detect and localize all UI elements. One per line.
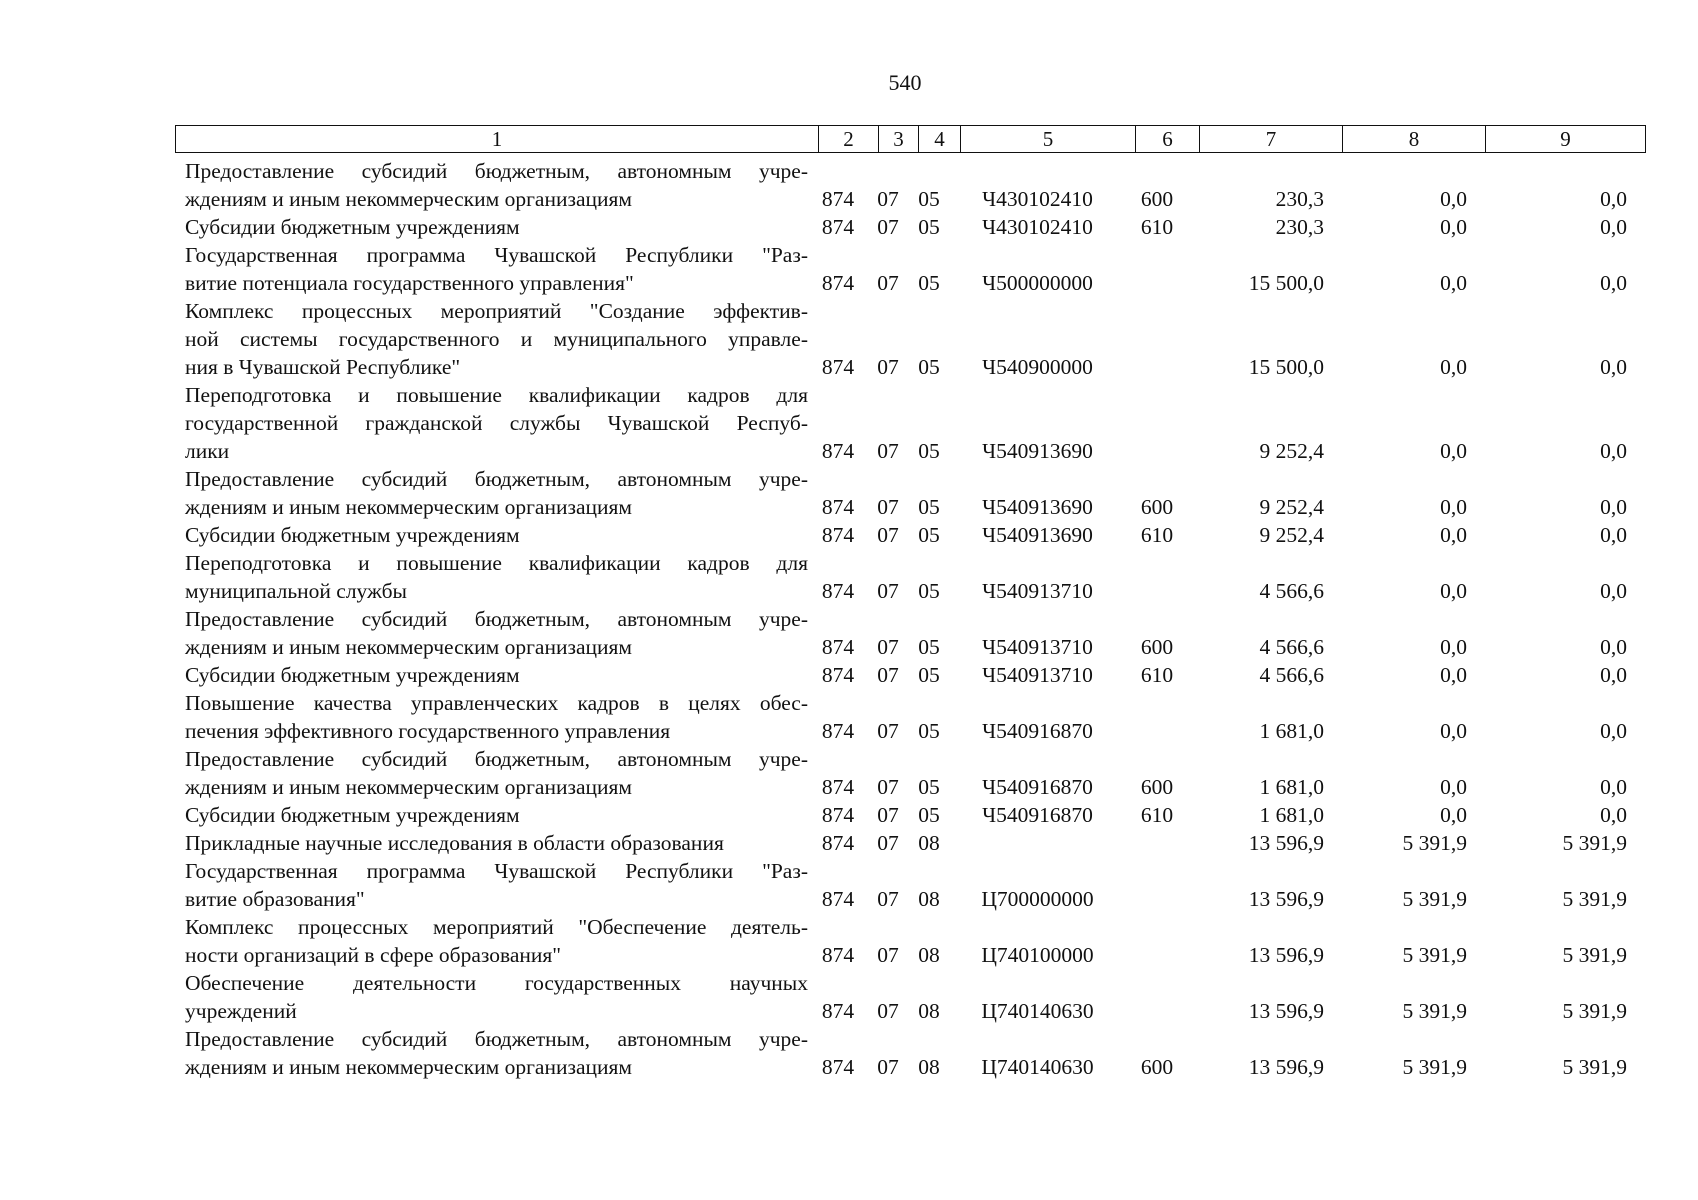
row-admin-code: 874 — [821, 579, 855, 603]
row-subsection: 08 — [918, 1055, 940, 1079]
row-description-line: Субсидии бюджетным учреждениям — [185, 663, 520, 687]
row-section: 07 — [877, 635, 899, 659]
row-target-article: Ч540913710 — [982, 579, 1093, 603]
row-amount-year-3: 0,0 — [1600, 719, 1627, 743]
row-description — [175, 241, 808, 297]
row-subsection: 05 — [918, 803, 940, 827]
row-amount-year-2: 0,0 — [1440, 803, 1467, 827]
row-description-line: ждениям и иным некоммерческим организациям — [185, 187, 633, 211]
row-admin-code: 874 — [821, 775, 855, 799]
row-amount-year-3: 0,0 — [1600, 663, 1627, 687]
row-amount-year-1: 1 681,0 — [1259, 775, 1324, 799]
row-amount-year-3: 0,0 — [1600, 355, 1627, 379]
row-section: 07 — [877, 187, 899, 211]
row-target-article: Ч540916870 — [982, 803, 1093, 827]
row-admin-code: 874 — [821, 803, 855, 827]
row-description-line: муниципальной службы — [185, 579, 407, 603]
row-description-line: Прикладные научные исследования в области образования — [185, 831, 724, 855]
row-admin-code: 874 — [821, 887, 855, 911]
row-admin-code: 874 — [821, 719, 855, 743]
row-section: 07 — [877, 355, 899, 379]
row-subsection: 05 — [918, 187, 940, 211]
table-row — [175, 661, 1645, 689]
row-amount-year-3: 0,0 — [1600, 579, 1627, 603]
row-amount-year-2: 0,0 — [1440, 271, 1467, 295]
row-amount-year-1: 13 596,9 — [1248, 943, 1324, 967]
table-body — [175, 157, 1645, 1081]
row-target-article: Ч540913710 — [982, 635, 1093, 659]
row-amount-year-2: 0,0 — [1440, 187, 1467, 211]
row-subsection: 05 — [918, 355, 940, 379]
row-amount-year-3: 5 391,9 — [1562, 943, 1627, 967]
row-amount-year-3: 0,0 — [1600, 439, 1627, 463]
row-description-line: Повышение качества управленческих кадров в целях обес- — [185, 691, 808, 715]
header-col-4: 4 — [919, 126, 961, 153]
row-description-line: Комплекс процессных мероприятий "Создание эффектив- — [185, 299, 808, 323]
row-amount-year-2: 0,0 — [1440, 355, 1467, 379]
row-admin-code: 874 — [821, 523, 855, 547]
row-description-line: ности организаций в сфере образования" — [185, 943, 562, 967]
row-admin-code: 874 — [821, 635, 855, 659]
row-description — [175, 745, 808, 801]
row-section: 07 — [877, 663, 899, 687]
row-amount-year-2: 0,0 — [1440, 635, 1467, 659]
row-section: 07 — [877, 1055, 899, 1079]
row-description — [175, 157, 808, 213]
row-admin-code: 874 — [821, 831, 855, 855]
row-section: 07 — [877, 775, 899, 799]
row-amount-year-1: 13 596,9 — [1248, 999, 1324, 1023]
row-amount-year-3: 5 391,9 — [1562, 831, 1627, 855]
row-admin-code: 874 — [821, 495, 855, 519]
row-description — [175, 465, 808, 521]
row-subsection: 05 — [918, 215, 940, 239]
row-amount-year-3: 0,0 — [1600, 635, 1627, 659]
row-description — [175, 297, 808, 381]
row-amount-year-2: 0,0 — [1440, 439, 1467, 463]
row-amount-year-1: 9 252,4 — [1259, 523, 1324, 547]
row-amount-year-2: 5 391,9 — [1402, 1055, 1467, 1079]
row-subsection: 05 — [918, 495, 940, 519]
row-target-article: Ч540916870 — [982, 719, 1093, 743]
row-target-article: Ч540913710 — [982, 663, 1093, 687]
row-target-article: Ч430102410 — [982, 187, 1093, 211]
row-amount-year-3: 0,0 — [1600, 215, 1627, 239]
row-amount-year-2: 5 391,9 — [1402, 831, 1467, 855]
row-admin-code: 874 — [821, 355, 855, 379]
row-section: 07 — [877, 495, 899, 519]
row-description — [175, 381, 808, 465]
row-expense-type: 600 — [1140, 1055, 1174, 1079]
row-amount-year-3: 0,0 — [1600, 803, 1627, 827]
row-expense-type: 610 — [1140, 523, 1174, 547]
row-subsection: 05 — [918, 271, 940, 295]
row-amount-year-2: 0,0 — [1440, 579, 1467, 603]
table-row — [175, 521, 1645, 549]
row-description — [175, 969, 808, 1025]
column-header-table — [175, 125, 1646, 153]
row-description-line: Государственная программа Чувашской Республики "Раз- — [185, 243, 808, 267]
row-amount-year-2: 0,0 — [1440, 719, 1467, 743]
row-target-article: Ц740140630 — [981, 1055, 1094, 1079]
row-amount-year-1: 15 500,0 — [1248, 271, 1324, 295]
table-row — [175, 241, 1645, 297]
row-subsection: 08 — [918, 999, 940, 1023]
row-description-line: учреждений — [185, 999, 297, 1023]
table-row — [175, 829, 1645, 857]
table-row — [175, 465, 1645, 521]
header-col-6: 6 — [1136, 126, 1200, 153]
row-amount-year-1: 1 681,0 — [1259, 803, 1324, 827]
header-col-1: 1 — [176, 126, 819, 153]
row-amount-year-1: 1 681,0 — [1259, 719, 1324, 743]
row-description-line: Предоставление субсидий бюджетным, автономным учре- — [185, 467, 808, 491]
row-amount-year-3: 0,0 — [1600, 187, 1627, 211]
header-col-3: 3 — [879, 126, 919, 153]
row-description — [175, 1025, 808, 1081]
row-description-line: Предоставление субсидий бюджетным, автономным учре- — [185, 747, 808, 771]
row-section: 07 — [877, 523, 899, 547]
row-admin-code: 874 — [821, 663, 855, 687]
row-subsection: 08 — [918, 943, 940, 967]
row-section: 07 — [877, 943, 899, 967]
row-section: 07 — [877, 999, 899, 1023]
header-col-5: 5 — [961, 126, 1136, 153]
row-admin-code: 874 — [821, 1055, 855, 1079]
row-description-line: Переподготовка и повышение квалификации кадров для — [185, 551, 808, 575]
row-description — [175, 829, 808, 857]
row-description — [175, 605, 808, 661]
row-expense-type: 610 — [1140, 803, 1174, 827]
row-amount-year-3: 0,0 — [1600, 775, 1627, 799]
row-target-article: Ч540900000 — [982, 355, 1093, 379]
row-description — [175, 661, 808, 689]
row-amount-year-1: 13 596,9 — [1248, 831, 1324, 855]
row-subsection: 05 — [918, 579, 940, 603]
table-row — [175, 801, 1645, 829]
row-admin-code: 874 — [821, 999, 855, 1023]
row-admin-code: 874 — [821, 943, 855, 967]
row-amount-year-1: 9 252,4 — [1259, 439, 1324, 463]
row-expense-type: 610 — [1140, 663, 1174, 687]
row-amount-year-3: 0,0 — [1600, 495, 1627, 519]
row-description-line: Переподготовка и повышение квалификации кадров для — [185, 383, 808, 407]
table-row — [175, 549, 1645, 605]
row-target-article: Ч430102410 — [982, 215, 1093, 239]
table-row — [175, 857, 1645, 913]
row-amount-year-2: 5 391,9 — [1402, 999, 1467, 1023]
row-subsection: 08 — [918, 831, 940, 855]
row-section: 07 — [877, 439, 899, 463]
row-description-line: ной системы государственного и муниципального управле- — [185, 327, 808, 351]
header-col-9: 9 — [1486, 126, 1646, 153]
row-description-line: Субсидии бюджетным учреждениям — [185, 215, 520, 239]
row-description — [175, 801, 808, 829]
row-amount-year-2: 5 391,9 — [1402, 943, 1467, 967]
table-row — [175, 157, 1645, 213]
row-amount-year-1: 4 566,6 — [1259, 635, 1324, 659]
row-description — [175, 857, 808, 913]
row-expense-type: 600 — [1140, 775, 1174, 799]
table-row — [175, 381, 1645, 465]
row-target-article: Ч540913690 — [982, 439, 1093, 463]
row-description — [175, 913, 808, 969]
row-admin-code: 874 — [821, 271, 855, 295]
row-subsection: 05 — [918, 719, 940, 743]
row-section: 07 — [877, 579, 899, 603]
row-amount-year-1: 13 596,9 — [1248, 1055, 1324, 1079]
row-amount-year-3: 5 391,9 — [1562, 1055, 1627, 1079]
row-admin-code: 874 — [821, 215, 855, 239]
row-admin-code: 874 — [821, 439, 855, 463]
row-amount-year-1: 13 596,9 — [1248, 887, 1324, 911]
header-col-2: 2 — [819, 126, 879, 153]
row-subsection: 05 — [918, 439, 940, 463]
row-expense-type: 600 — [1140, 635, 1174, 659]
header-col-8: 8 — [1343, 126, 1486, 153]
row-amount-year-3: 5 391,9 — [1562, 999, 1627, 1023]
row-subsection: 05 — [918, 523, 940, 547]
table-row — [175, 689, 1645, 745]
row-amount-year-1: 230,3 — [1275, 187, 1324, 211]
row-description-line: Комплекс процессных мероприятий "Обеспечение деятель- — [185, 915, 808, 939]
row-amount-year-2: 0,0 — [1440, 215, 1467, 239]
row-target-article: Ч500000000 — [982, 271, 1093, 295]
row-amount-year-2: 0,0 — [1440, 663, 1467, 687]
table-row — [175, 969, 1645, 1025]
row-section: 07 — [877, 719, 899, 743]
table-row — [175, 913, 1645, 969]
row-description-line: печения эффективного государственного управления — [185, 719, 671, 743]
row-description-line: Предоставление субсидий бюджетным, автономным учре- — [185, 159, 808, 183]
row-description-line: Субсидии бюджетным учреждениям — [185, 803, 520, 827]
row-amount-year-3: 0,0 — [1600, 523, 1627, 547]
row-description-line: витие образования" — [185, 887, 365, 911]
row-section: 07 — [877, 803, 899, 827]
row-description-line: Субсидии бюджетным учреждениям — [185, 523, 520, 547]
row-description — [175, 549, 808, 605]
row-subsection: 05 — [918, 775, 940, 799]
page-number: 540 — [888, 70, 922, 95]
row-description — [175, 689, 808, 745]
row-amount-year-2: 0,0 — [1440, 775, 1467, 799]
row-section: 07 — [877, 271, 899, 295]
row-description-line: ждениям и иным некоммерческим организациям — [185, 775, 633, 799]
row-section: 07 — [877, 887, 899, 911]
row-section: 07 — [877, 831, 899, 855]
row-admin-code: 874 — [821, 187, 855, 211]
row-description-line: Предоставление субсидий бюджетным, автономным учре- — [185, 1027, 808, 1051]
row-description-line: ждениям и иным некоммерческим организациям — [185, 1055, 633, 1079]
row-expense-type: 610 — [1140, 215, 1174, 239]
row-description-line: Государственная программа Чувашской Республики "Раз- — [185, 859, 808, 883]
table-row — [175, 605, 1645, 661]
row-description-line: государственной гражданской службы Чувашской Респуб- — [185, 411, 808, 435]
table-row — [175, 1025, 1645, 1081]
header-row — [176, 126, 1646, 153]
row-subsection: 05 — [918, 635, 940, 659]
table-row — [175, 745, 1645, 801]
row-description-line: ния в Чувашской Республике" — [185, 355, 461, 379]
row-target-article: Ч540913690 — [982, 523, 1093, 547]
table-row — [175, 213, 1645, 241]
row-description-line: ждениям и иным некоммерческим организациям — [185, 635, 633, 659]
row-description-line: витие потенциала государственного управления" — [185, 271, 634, 295]
row-description-line: ждениям и иным некоммерческим организациям — [185, 495, 633, 519]
row-amount-year-3: 0,0 — [1600, 271, 1627, 295]
row-amount-year-1: 4 566,6 — [1259, 579, 1324, 603]
row-amount-year-1: 9 252,4 — [1259, 495, 1324, 519]
row-amount-year-1: 15 500,0 — [1248, 355, 1324, 379]
row-expense-type: 600 — [1140, 187, 1174, 211]
row-target-article: Ц740100000 — [981, 943, 1094, 967]
table-row — [175, 297, 1645, 381]
row-subsection: 08 — [918, 887, 940, 911]
header-col-7: 7 — [1200, 126, 1343, 153]
row-amount-year-2: 0,0 — [1440, 523, 1467, 547]
row-section: 07 — [877, 215, 899, 239]
row-target-article: Ц700000000 — [981, 887, 1094, 911]
row-amount-year-2: 0,0 — [1440, 495, 1467, 519]
row-description-line: Предоставление субсидий бюджетным, автономным учре- — [185, 607, 808, 631]
row-amount-year-3: 5 391,9 — [1562, 887, 1627, 911]
row-description-line: Обеспечение деятельности государственных научных — [185, 971, 808, 995]
row-amount-year-1: 4 566,6 — [1259, 663, 1324, 687]
row-target-article: Ц740140630 — [981, 999, 1094, 1023]
row-description-line: лики — [185, 439, 230, 463]
row-description — [175, 213, 808, 241]
row-target-article: Ч540916870 — [982, 775, 1093, 799]
row-amount-year-2: 5 391,9 — [1402, 887, 1467, 911]
row-description — [175, 521, 808, 549]
row-subsection: 05 — [918, 663, 940, 687]
row-amount-year-1: 230,3 — [1275, 215, 1324, 239]
row-expense-type: 600 — [1140, 495, 1174, 519]
row-target-article: Ч540913690 — [982, 495, 1093, 519]
